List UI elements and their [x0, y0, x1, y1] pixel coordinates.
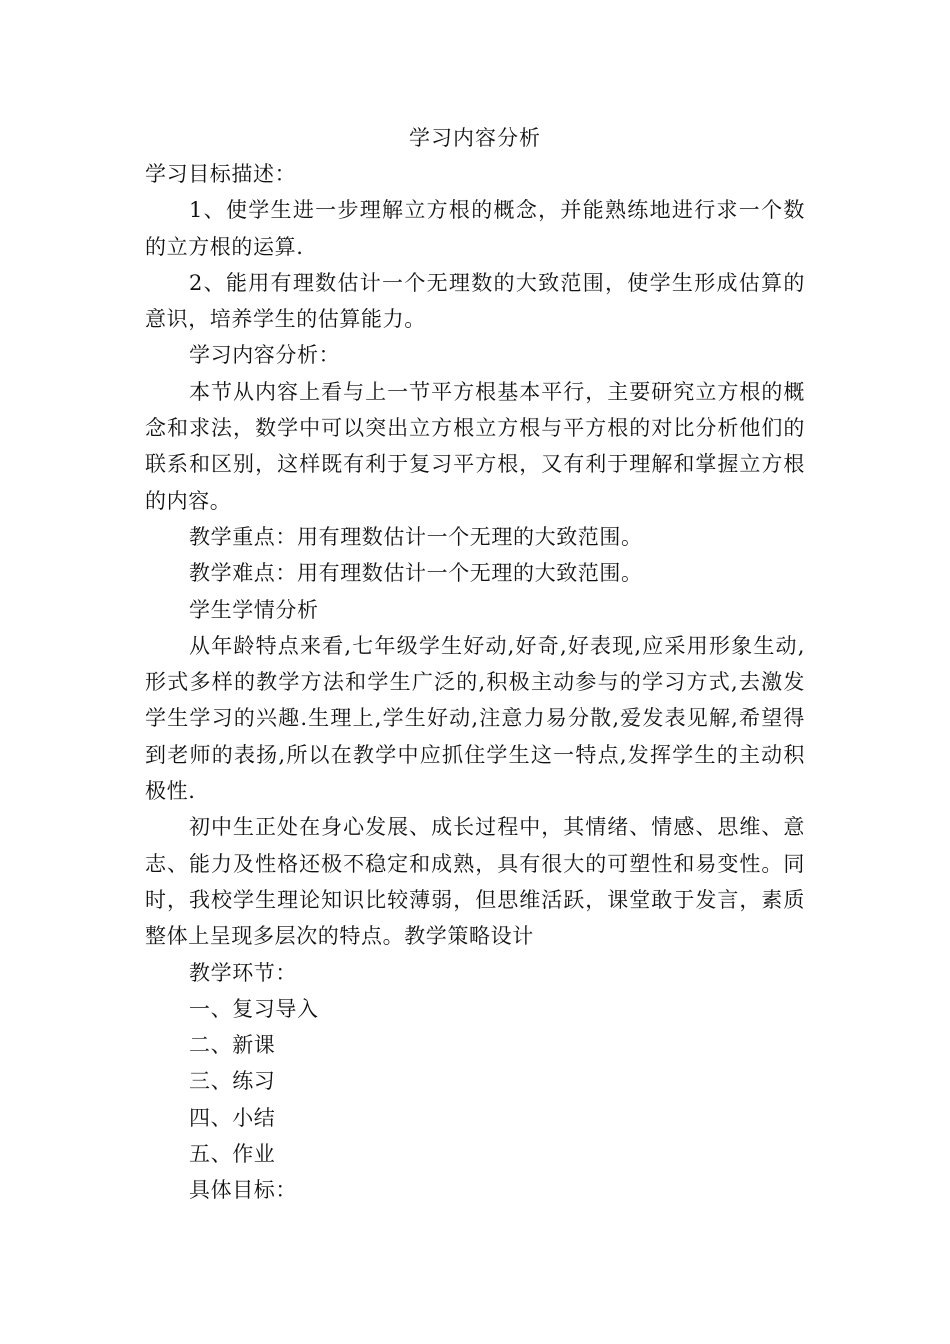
difficult-point: 教学难点：用有理数估计一个无理的大致范围。: [189, 561, 643, 586]
steps-heading: 教学环节：: [189, 960, 297, 985]
step-item: 一、复习导入: [189, 996, 319, 1021]
specific-goals-heading: 具体目标：: [189, 1178, 297, 1203]
step-item: 二、新课: [189, 1033, 276, 1058]
key-point: 教学重点：用有理数估计一个无理的大致范围。: [189, 524, 643, 549]
page-title: 学习内容分析: [409, 126, 541, 150]
objectives-heading: 学习目标描述：: [145, 162, 297, 186]
student-analysis-paragraph-1: 从年龄特点来看,七年级学生好动,好奇,好表现,应采用形象生动,形式多样的教学方法和学生广泛的,积极主动参与的学习方式,去激发学生学习的兴趣.生理上,学生好动,注意力易分散,爱发表见解,希望得到老师的表扬,所以在教学中应抓住学生这一特点,发挥学生的主动积极性.: [145, 633, 805, 804]
step-item: 五、作业: [189, 1142, 276, 1167]
step-item: 三、练习: [189, 1069, 276, 1094]
content-paragraph: 本节从内容上看与上一节平方根基本平行，主要研究立方根的概念和求法，数学中可以突出立方根立方根与平方根的对比分析他们的联系和区别，这样既有利于复习平方根，又有利于理解和掌握立方根的内容。: [145, 379, 805, 513]
objective-2: 2、能用有理数估计一个无理数的大致范围，使学生形成估算的意识，培养学生的估算能力。: [145, 270, 805, 332]
document-body: [145, 156, 805, 1209]
objective-1: 1、使学生进一步理解立方根的概念，并能熟练地进行求一个数的立方根的运算.: [145, 198, 805, 259]
student-analysis-paragraph-2: 初中生正处在身心发展、成长过程中，其情绪、情感、思维、意志、能力及性格还极不稳定和成熟，具有很大的可塑性和易变性。同时，我校学生理论知识比较薄弱，但思维活跃，课堂敢于发言，素质整体上呈现多层次的特点。教学策略设计: [145, 815, 805, 949]
step-item: 四、小结: [189, 1105, 276, 1130]
content-heading: 学习内容分析：: [189, 343, 341, 368]
student-analysis-heading: 学生学情分析: [189, 597, 319, 622]
